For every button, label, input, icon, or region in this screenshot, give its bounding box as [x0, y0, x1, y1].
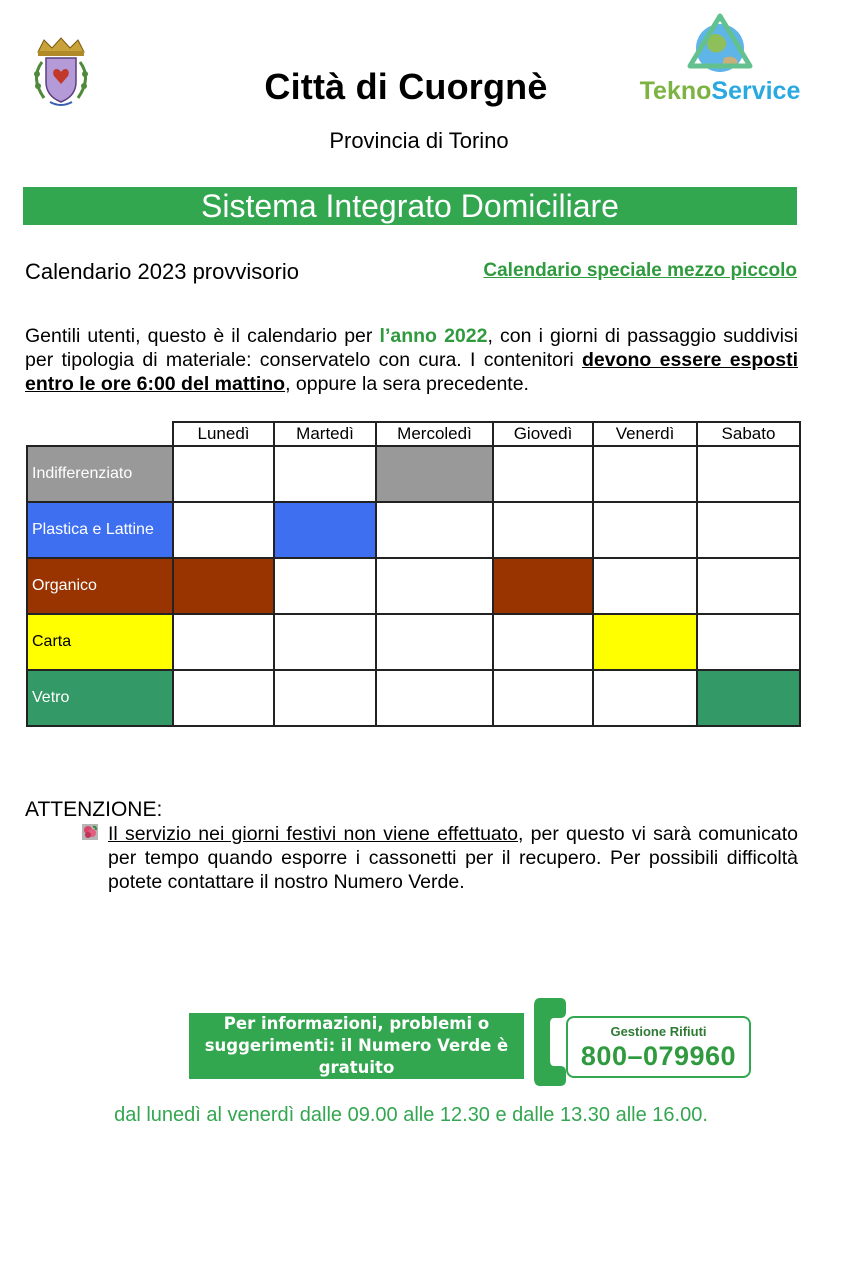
collection-day-cell — [493, 614, 593, 670]
attention-rest: , per questo vi sarà comunicato per tempo quando esporre i cassonetti per il recupero. Per possibili difficoltà potete contattare il nostro Numero Verde. — [108, 823, 798, 893]
section-banner: Sistema Integrato Domiciliare — [23, 187, 797, 225]
intro-text-3: , oppure la sera precedente. — [285, 373, 529, 395]
attention-title: ATTENZIONE: — [25, 798, 163, 821]
material-label: Organico — [27, 558, 173, 614]
collection-day-cell — [173, 446, 274, 502]
collection-day-cell — [173, 670, 274, 726]
intro-paragraph — [25, 324, 798, 396]
toll-free-number: 800–079960 — [580, 1041, 737, 1071]
collection-day-cell — [493, 502, 593, 558]
collection-day-cell — [173, 502, 274, 558]
numero-label: Gestione Rifiuti — [610, 1024, 707, 1039]
collection-day-cell-active — [173, 558, 274, 614]
attention-text — [108, 822, 798, 894]
collection-day-cell-active — [493, 558, 593, 614]
collection-day-cell-active — [697, 670, 800, 726]
service-hours: dal lunedì al venerdì dalle 09.00 alle 12.30 e dalle 13.30 alle 16.00. — [114, 1104, 708, 1126]
intro-year: l’anno 2022 — [379, 325, 488, 347]
material-label: Carta — [27, 614, 173, 670]
attention-underlined: Il servizio nei giorni festivi non viene effettuato — [108, 823, 519, 845]
collection-day-cell — [493, 446, 593, 502]
schedule-row — [27, 446, 800, 502]
collection-day-cell — [593, 502, 697, 558]
day-header: Martedì — [274, 422, 376, 446]
collection-day-cell — [493, 670, 593, 726]
calendar-title: Calendario 2023 provvisorio — [25, 259, 299, 284]
collection-day-cell — [274, 446, 376, 502]
day-header: Mercoledì — [376, 422, 493, 446]
collection-day-cell — [376, 558, 493, 614]
collection-day-cell-active — [376, 446, 493, 502]
material-label: Indifferenziato — [27, 446, 173, 502]
collection-day-cell — [697, 614, 800, 670]
collection-day-cell — [593, 558, 697, 614]
day-header: Venerdì — [593, 422, 697, 446]
collection-day-cell — [274, 614, 376, 670]
schedule-row — [27, 558, 800, 614]
day-header: Lunedì — [173, 422, 274, 446]
logo-text: TeknoService — [639, 77, 801, 105]
day-header: Giovedì — [493, 422, 593, 446]
schedule-row — [27, 614, 800, 670]
collection-day-cell — [697, 558, 800, 614]
collection-day-cell-active — [593, 614, 697, 670]
collection-day-cell — [697, 446, 800, 502]
collection-day-cell-active — [274, 502, 376, 558]
intro-deadline: devono essere esposti entro le ore 6:00 del mattino — [25, 349, 798, 395]
special-calendar-note: Calendario speciale mezzo piccolo — [483, 260, 797, 281]
collection-day-cell — [697, 502, 800, 558]
info-text: Per informazioni, problemi o suggerimenti: il Numero Verde è gratuito — [204, 1014, 509, 1077]
day-header: Sabato — [697, 422, 800, 446]
collection-day-cell — [376, 614, 493, 670]
collection-schedule-table — [26, 421, 801, 727]
schedule-row — [27, 502, 800, 558]
page-subtitle: Provincia di Torino — [329, 128, 509, 153]
schedule-header-row — [27, 422, 800, 446]
intro-text-2: , con i giorni di passaggio suddivisi per tipologia di materiale: conservatelo con cura. I contenitori — [25, 325, 798, 371]
toll-free-number-box — [566, 1016, 751, 1078]
flower-bullet-icon — [82, 824, 98, 840]
intro-text-1: Gentili utenti, questo è il calendario per — [25, 325, 380, 347]
collection-day-cell — [376, 670, 493, 726]
collection-day-cell — [376, 502, 493, 558]
collection-day-cell — [593, 670, 697, 726]
schedule-corner — [27, 422, 173, 446]
collection-day-cell — [173, 614, 274, 670]
collection-day-cell — [274, 670, 376, 726]
collection-day-cell — [274, 558, 376, 614]
info-box — [189, 1013, 524, 1079]
schedule-row — [27, 670, 800, 726]
page-title: Città di Cuorgnè — [264, 66, 548, 107]
material-label: Plastica e Lattine — [27, 502, 173, 558]
material-label: Vetro — [27, 670, 173, 726]
collection-day-cell — [593, 446, 697, 502]
